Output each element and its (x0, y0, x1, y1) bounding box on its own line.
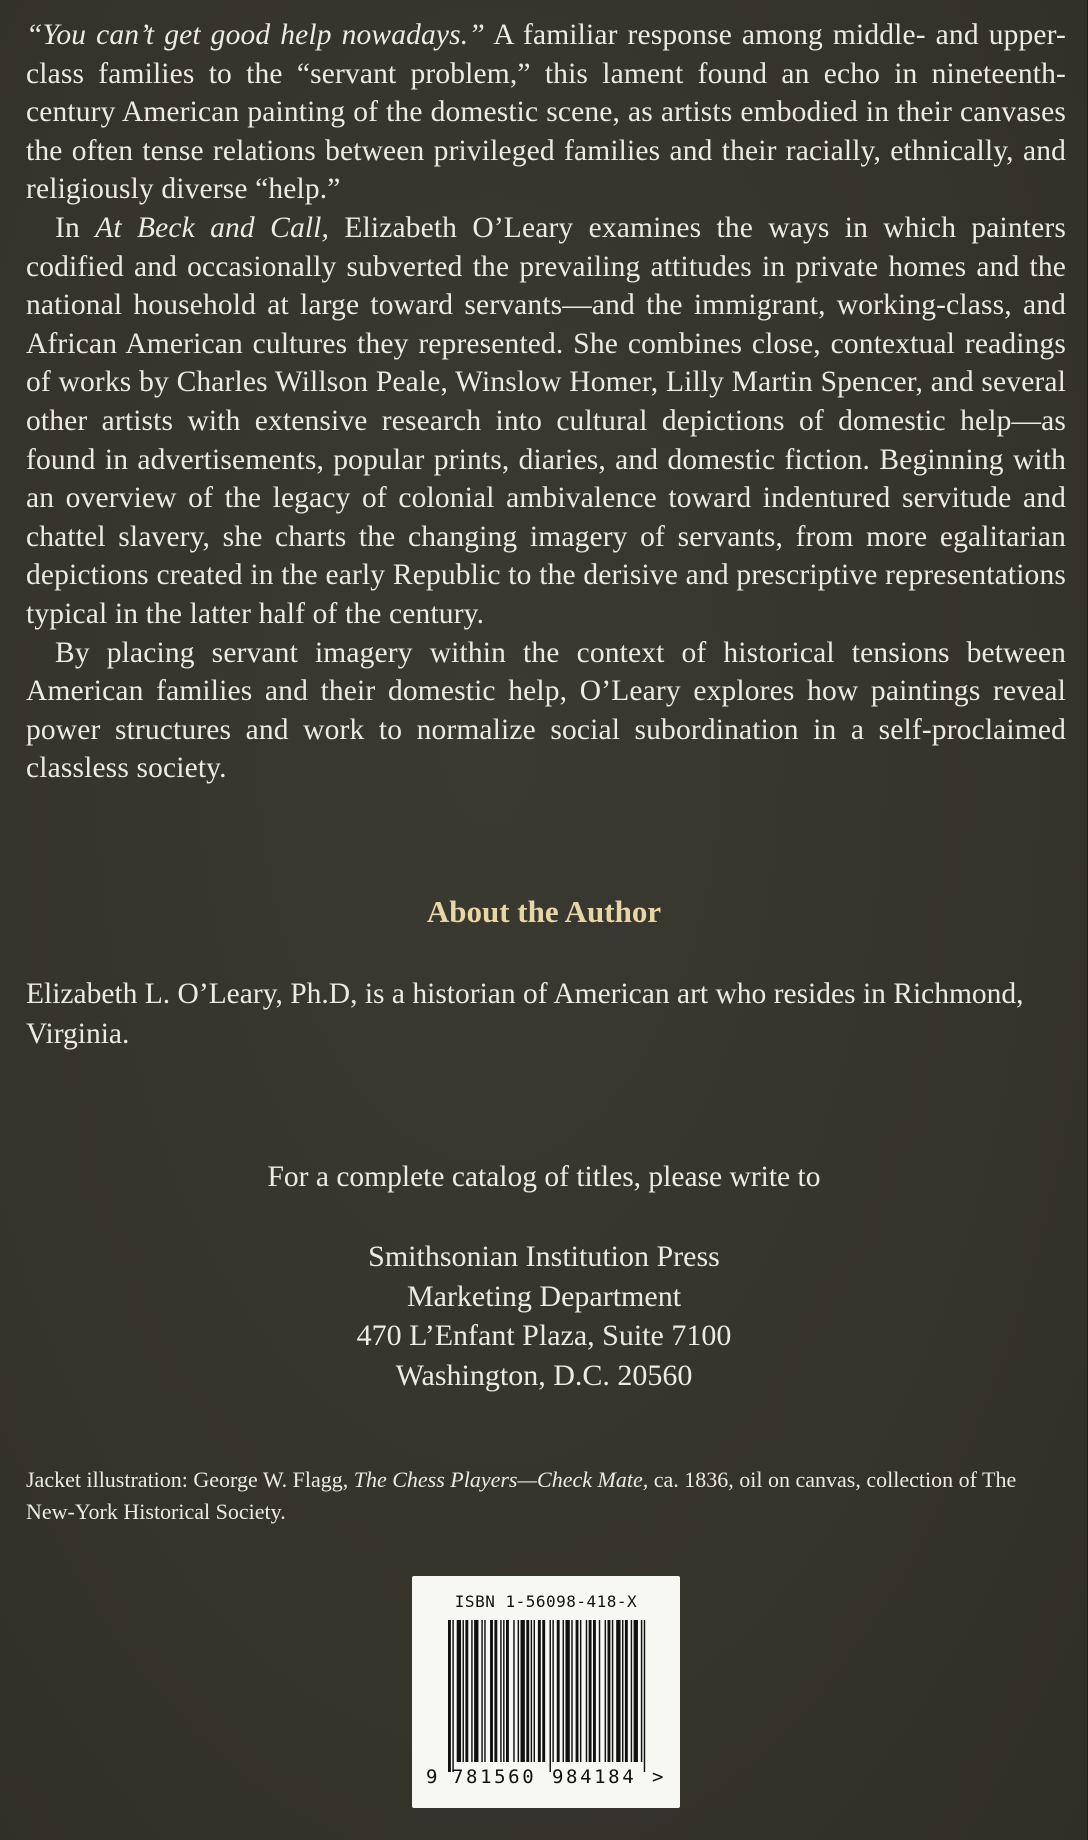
barcode-bar (565, 1620, 569, 1762)
barcode-bar (576, 1620, 579, 1762)
barcode-bar (481, 1620, 482, 1762)
ean-right-group: 984184 (552, 1766, 637, 1788)
publisher-address (0, 1237, 1088, 1395)
blurb-paragraph-1-text: A familiar response among middle- and upper-class families to the “servant problem,” this lament found an echo in nineteenth-century American painting of the domestic scene, as artists embodied in their canvases the often tense relations between privileged families and their racially, ethnically, and religiously diverse “help.” (26, 19, 1066, 206)
barcode-bar (531, 1620, 532, 1762)
catalog-request-line: For a complete catalog of titles, please write to (267, 1161, 821, 1193)
barcode-bar (608, 1620, 611, 1762)
barcode-bar (612, 1620, 613, 1762)
ean-lead-digit: 9 (426, 1766, 438, 1788)
barcode-bar (534, 1620, 535, 1762)
barcode-bar (580, 1620, 581, 1762)
opening-quote: “You can’t get good help nowadays.” (26, 19, 485, 51)
ean-digits (412, 1766, 680, 1796)
barcode-bar (526, 1620, 529, 1762)
barcode-bar (631, 1620, 632, 1762)
address-line-street: 470 L’Enfant Plaza, Suite 7100 (356, 1319, 732, 1352)
barcode-bar (474, 1620, 478, 1762)
painting-title: The Chess Players—Check Mate, (353, 1467, 649, 1492)
barcode-bar (457, 1620, 461, 1762)
barcode-bar (644, 1620, 645, 1772)
barcode-bar (550, 1620, 551, 1772)
barcode-bar (513, 1620, 514, 1762)
barcode-bar (563, 1620, 564, 1762)
barcode-bar (599, 1620, 600, 1762)
barcode-bar (490, 1620, 493, 1762)
barcode-bar (471, 1620, 472, 1762)
barcode-bar (521, 1620, 525, 1762)
barcode-bar (506, 1620, 509, 1762)
blurb-paragraph-3: By placing servant imagery within the context of historical tensions between American families and their domestic help, O’Leary explores how paintings reveal power structures and work to normalize social subordination in a self-proclaimed classless society. (26, 636, 1066, 785)
barcode-bar (586, 1620, 587, 1762)
barcode-bar (593, 1620, 596, 1762)
isbn-barcode-panel (412, 1576, 680, 1808)
barcode-bar (448, 1620, 451, 1772)
credit-lead: Jacket illustration: George W. Flagg, (26, 1467, 354, 1492)
barcode-bar (634, 1620, 638, 1762)
isbn-label: ISBN 1-56098-418-X (454, 1592, 638, 1611)
address-line-city: Washington, D.C. 20560 (395, 1358, 693, 1392)
barcode-bar (641, 1620, 642, 1762)
barcode-bar (500, 1620, 501, 1762)
barcode-bar (589, 1620, 592, 1762)
about-author-text: Elizabeth L. O’Leary, Ph.D, is a historian of American art who resides in Richmond, Virginia. (26, 978, 1024, 1050)
barcode-bar (518, 1620, 519, 1762)
barcode-bar (571, 1620, 572, 1762)
barcode-bar (503, 1620, 504, 1762)
about-author-heading: About the Author (426, 894, 662, 929)
barcode-bar (557, 1620, 560, 1762)
barcode-bar (484, 1620, 485, 1762)
book-title: At Beck and Call, (95, 211, 330, 244)
barcode-bar (538, 1620, 541, 1762)
ean-end-mark: > (652, 1766, 664, 1788)
barcode-bar (465, 1620, 468, 1762)
barcode-bar (552, 1620, 553, 1762)
barcode-bar (463, 1620, 464, 1762)
address-line-publisher: Smithsonian Institution Press (368, 1240, 720, 1273)
jacket-illustration-credit (26, 1464, 1056, 1528)
ean-left-group: 781560 (452, 1766, 537, 1788)
blurb-paragraph-2 (26, 209, 1066, 634)
blurb-paragraph-2-text: Elizabeth O’Leary examines the ways in which painters codified and occasionally subverted the prevailing attitudes in private homes and the national household at large toward servants—and the immigrant, working-class, and African American cultures they represented. She combines close, contextual readings of works by Charles Willson Peale, Winslow Homer, Lilly Martin Spencer, and several other artists with extensive research into cultural depictions of domestic help—as found in advertisements, popular prints, diaries, and domestic fiction. Beginning with an overview of the legacy of colonial ambivalence toward indentured servitude and chattel slavery, she charts the changing imagery of servants, from more egalitarian depictions created in the early Republic to the derisive and prescriptive representations typical in the latter half of the century. (26, 211, 1066, 630)
blurb-paragraph-1 (26, 16, 1066, 209)
barcode-bar (605, 1620, 606, 1762)
barcode-bar (622, 1620, 623, 1762)
barcode-bar (452, 1620, 453, 1772)
credit-rest: ca. 1836, oil on canvas, collection of The New-York Historical Society. (26, 1467, 1017, 1524)
barcode-bar (625, 1620, 628, 1762)
barcode-bar (494, 1620, 497, 1762)
description-blurb (26, 16, 1066, 788)
blurb-paragraph-2-lead: In (55, 211, 96, 244)
barcode-bar (616, 1620, 620, 1762)
address-line-department: Marketing Department (406, 1279, 682, 1313)
barcode-bar (542, 1620, 545, 1762)
